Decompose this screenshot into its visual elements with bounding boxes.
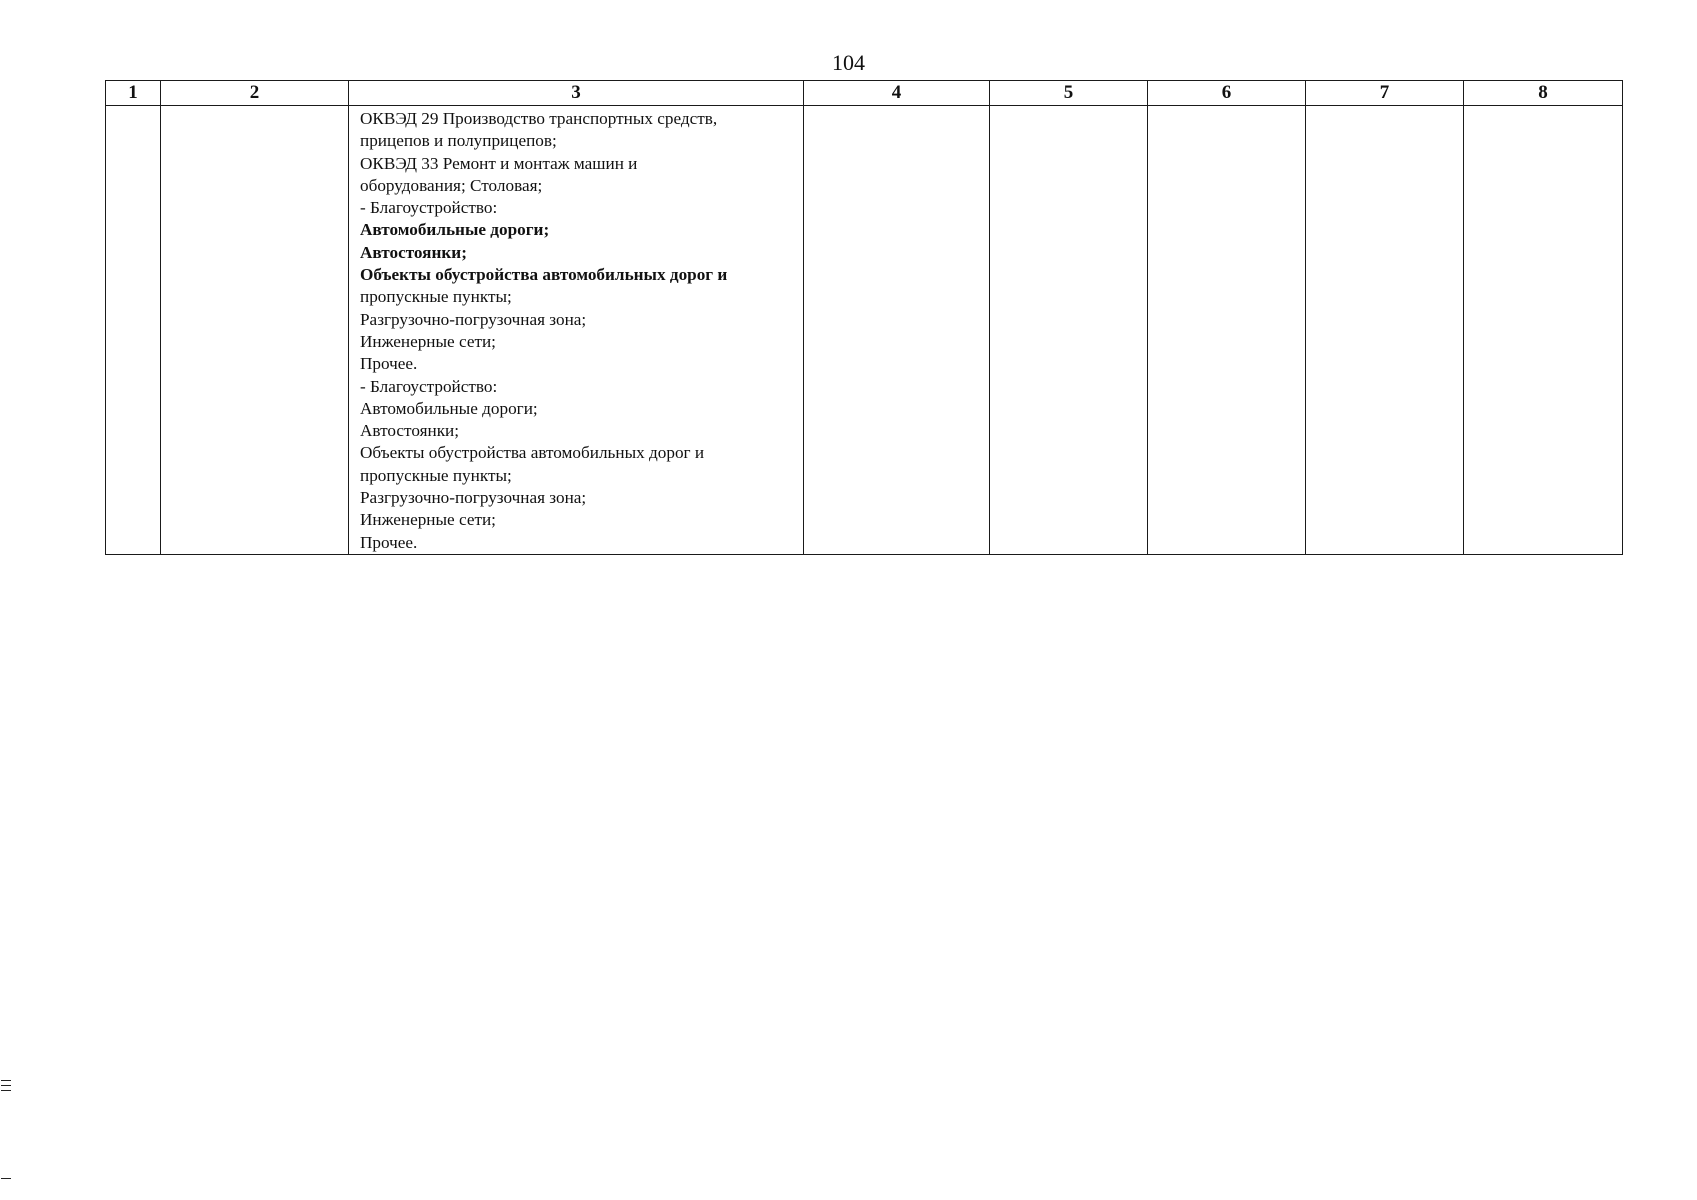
- cell-col-6: [1148, 106, 1306, 555]
- column-header-1: 1: [106, 81, 161, 106]
- cell-col-3: [349, 106, 804, 555]
- cell-col-5: [990, 106, 1148, 555]
- text-line: Автостоянки;: [360, 421, 460, 441]
- column-header-3: 3: [349, 81, 804, 106]
- text-line: Прочее.: [360, 354, 418, 374]
- margin-mark: [1, 1080, 11, 1095]
- text-line: пропускные пункты;: [360, 287, 512, 307]
- text-line: Разгрузочно-погрузочная зона;: [360, 488, 587, 508]
- text-line: ОКВЭД 33 Ремонт и монтаж машин и: [360, 153, 638, 173]
- text-line: Разгрузочно-погрузочная зона;: [360, 309, 587, 329]
- text-line: Инженерные сети;: [360, 510, 496, 530]
- cell-col-8: [1464, 106, 1623, 555]
- text-line: пропускные пункты;: [360, 465, 512, 485]
- table-row: [106, 106, 1623, 555]
- column-header-2: 2: [161, 81, 349, 106]
- column-header-5: 5: [990, 81, 1148, 106]
- text-line: Объекты обустройства автомобильных дорог и: [360, 443, 705, 463]
- column-header-7: 7: [1306, 81, 1464, 106]
- text-line: ОКВЭД 29 Производство транспортных средств,: [360, 109, 718, 128]
- table-header-row: [106, 81, 1623, 106]
- column-header-4: 4: [804, 81, 990, 106]
- data-table: [105, 80, 1623, 555]
- text-line: оборудования; Столовая;: [360, 175, 543, 195]
- text-line: Прочее.: [360, 532, 418, 552]
- cell-col-4: [804, 106, 990, 555]
- text-line: Автомобильные дороги;: [360, 398, 538, 418]
- text-line: - Благоустройство:: [360, 198, 498, 218]
- column-header-6: 6: [1148, 81, 1306, 106]
- text-line: Автостоянки;: [360, 242, 467, 262]
- cell-col-7: [1306, 106, 1464, 555]
- text-line: Инженерные сети;: [360, 331, 496, 351]
- page-number: 104: [832, 50, 865, 75]
- text-line: Автомобильные дороги;: [360, 220, 550, 240]
- cell-col-2: [161, 106, 349, 555]
- margin-mark-bottom: [1, 1178, 11, 1179]
- cell-col-3-text: [349, 106, 803, 554]
- column-header-8: 8: [1464, 81, 1623, 106]
- text-line: прицепов и полуприцепов;: [360, 131, 557, 151]
- text-line: - Благоустройство:: [360, 376, 498, 396]
- text-line: Объекты обустройства автомобильных дорог и: [360, 265, 728, 285]
- cell-col-1: [106, 106, 161, 555]
